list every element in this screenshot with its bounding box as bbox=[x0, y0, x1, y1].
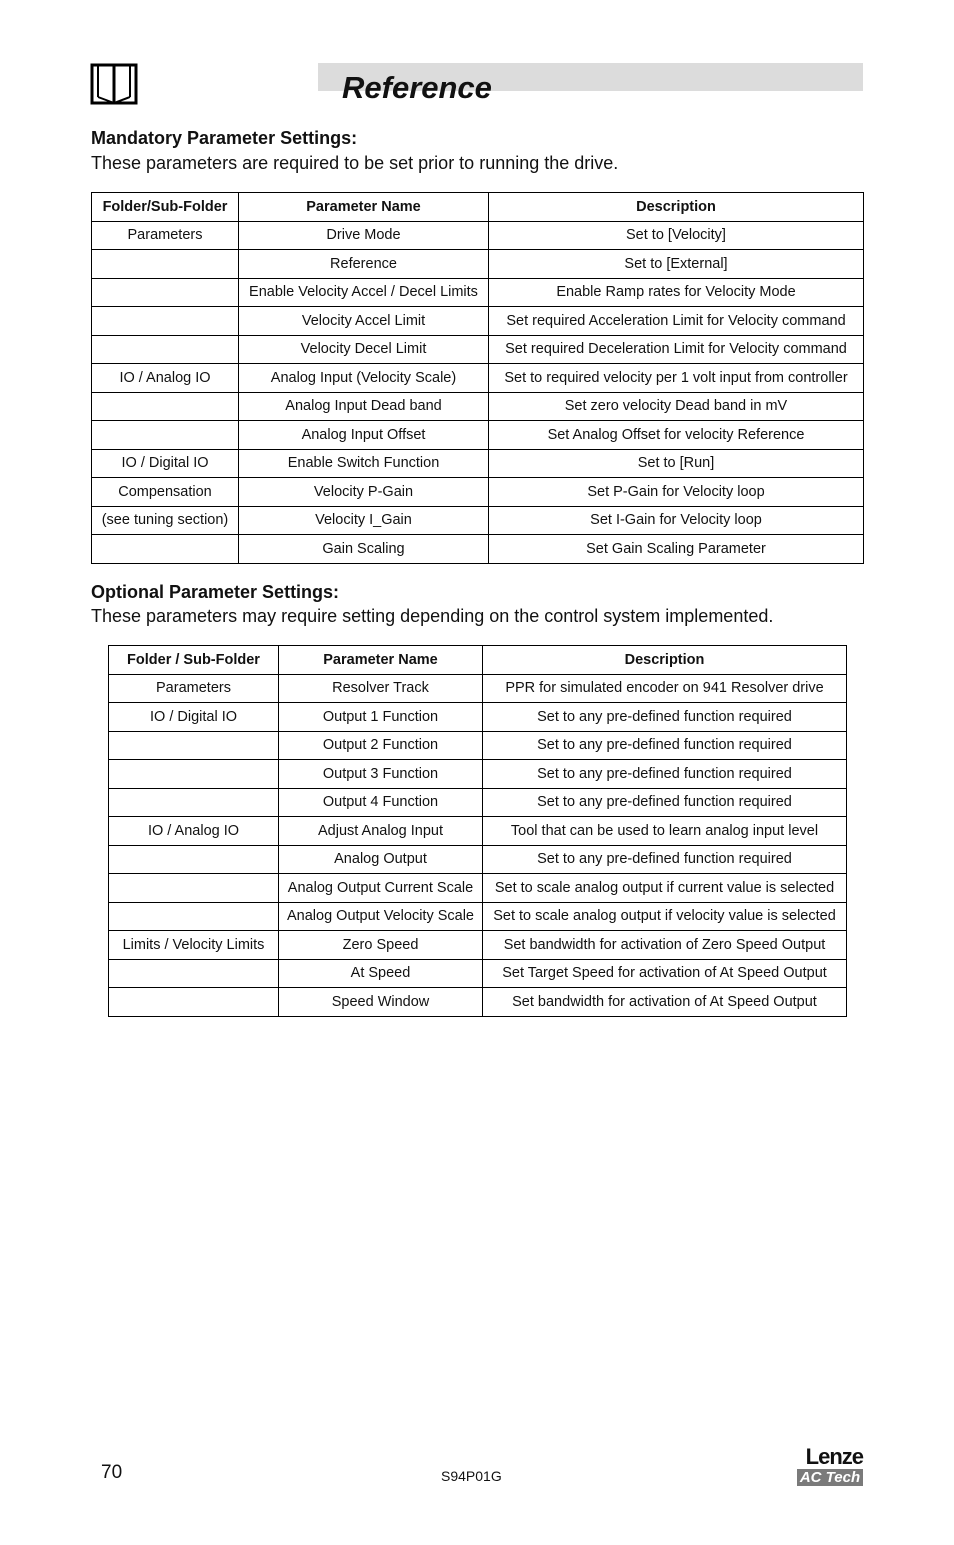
table-cell bbox=[92, 307, 239, 336]
column-header: Parameter Name bbox=[239, 193, 489, 222]
table-cell: Compensation bbox=[92, 478, 239, 507]
table-cell: Set bandwidth for activation of Zero Speed Output bbox=[483, 931, 847, 960]
mandatory-intro: These parameters are required to be set prior to running the drive. bbox=[91, 153, 619, 173]
table-cell: Analog Output Current Scale bbox=[279, 874, 483, 903]
mandatory-heading: Mandatory Parameter Settings: bbox=[91, 128, 358, 148]
optional-parameters-table bbox=[108, 645, 847, 1017]
table-row bbox=[109, 931, 847, 960]
table-cell: Set to scale analog output if velocity value is selected bbox=[483, 902, 847, 931]
table-header-row bbox=[109, 646, 847, 675]
table-cell: Set to any pre-defined function required bbox=[483, 703, 847, 732]
table-cell: Set to any pre-defined function required bbox=[483, 845, 847, 874]
table-cell: Velocity P-Gain bbox=[239, 478, 489, 507]
table-cell: Velocity I_Gain bbox=[239, 506, 489, 535]
table-row bbox=[109, 959, 847, 988]
table-cell: Set to scale analog output if current value is selected bbox=[483, 874, 847, 903]
table-cell: Set to [Run] bbox=[489, 449, 864, 478]
table-cell: Gain Scaling bbox=[239, 535, 489, 564]
column-header: Description bbox=[483, 646, 847, 675]
logo-lenze-text: Lenze bbox=[805, 1444, 863, 1469]
table-row bbox=[92, 449, 864, 478]
table-cell: IO / Analog IO bbox=[109, 817, 279, 846]
table-cell: IO / Analog IO bbox=[92, 364, 239, 393]
table-cell: Set to any pre-defined function required bbox=[483, 731, 847, 760]
table-cell bbox=[109, 845, 279, 874]
table-cell: Analog Input Dead band bbox=[239, 392, 489, 421]
table-cell bbox=[92, 335, 239, 364]
table-cell: Tool that can be used to learn analog input level bbox=[483, 817, 847, 846]
table-row bbox=[109, 817, 847, 846]
table-cell: PPR for simulated encoder on 941 Resolver drive bbox=[483, 674, 847, 703]
table-cell: Enable Velocity Accel / Decel Limits bbox=[239, 278, 489, 307]
table-cell: Set to any pre-defined function required bbox=[483, 788, 847, 817]
table-cell: Parameters bbox=[92, 221, 239, 250]
table-cell: Analog Output bbox=[279, 845, 483, 874]
table-row bbox=[92, 535, 864, 564]
document-code: S94P01G bbox=[441, 1468, 502, 1484]
table-cell: Set Target Speed for activation of At Speed Output bbox=[483, 959, 847, 988]
table-row bbox=[109, 731, 847, 760]
mandatory-parameters-table bbox=[91, 192, 864, 564]
table-cell bbox=[109, 760, 279, 789]
table-cell: Set required Deceleration Limit for Velocity command bbox=[489, 335, 864, 364]
table-cell bbox=[92, 278, 239, 307]
optional-heading: Optional Parameter Settings: bbox=[91, 582, 340, 602]
table-row bbox=[109, 988, 847, 1017]
table-row bbox=[92, 506, 864, 535]
table-cell bbox=[92, 421, 239, 450]
table-cell bbox=[109, 902, 279, 931]
table-cell: At Speed bbox=[279, 959, 483, 988]
table-cell: Set P-Gain for Velocity loop bbox=[489, 478, 864, 507]
table-cell bbox=[92, 392, 239, 421]
column-header: Parameter Name bbox=[279, 646, 483, 675]
table-cell: Analog Input (Velocity Scale) bbox=[239, 364, 489, 393]
table-cell: Speed Window bbox=[279, 988, 483, 1017]
table-cell: Set to [External] bbox=[489, 250, 864, 279]
column-header: Description bbox=[489, 193, 864, 222]
table-cell: IO / Digital IO bbox=[92, 449, 239, 478]
table-row bbox=[92, 478, 864, 507]
table-cell: Adjust Analog Input bbox=[279, 817, 483, 846]
table-cell: Drive Mode bbox=[239, 221, 489, 250]
table-header-row bbox=[92, 193, 864, 222]
table-cell: Set bandwidth for activation of At Speed Output bbox=[483, 988, 847, 1017]
table-cell bbox=[109, 959, 279, 988]
book-icon bbox=[90, 63, 138, 105]
table-cell: Set Gain Scaling Parameter bbox=[489, 535, 864, 564]
table-cell: Enable Ramp rates for Velocity Mode bbox=[489, 278, 864, 307]
table-cell: Resolver Track bbox=[279, 674, 483, 703]
table-cell: Set Analog Offset for velocity Reference bbox=[489, 421, 864, 450]
table-row bbox=[92, 250, 864, 279]
table-row bbox=[109, 674, 847, 703]
table-cell: Limits / Velocity Limits bbox=[109, 931, 279, 960]
logo-actech-text: AC Tech bbox=[797, 1469, 863, 1486]
table-row bbox=[109, 902, 847, 931]
table-cell: Velocity Decel Limit bbox=[239, 335, 489, 364]
table-row bbox=[92, 221, 864, 250]
table-cell: Enable Switch Function bbox=[239, 449, 489, 478]
table-cell: Set required Acceleration Limit for Velocity command bbox=[489, 307, 864, 336]
table-cell: Reference bbox=[239, 250, 489, 279]
page-number: 70 bbox=[101, 1462, 123, 1483]
table-cell: (see tuning section) bbox=[92, 506, 239, 535]
table-cell: Analog Output Velocity Scale bbox=[279, 902, 483, 931]
table-cell: IO / Digital IO bbox=[109, 703, 279, 732]
table-row bbox=[109, 788, 847, 817]
table-cell: Output 1 Function bbox=[279, 703, 483, 732]
table-row bbox=[92, 278, 864, 307]
table-cell: Zero Speed bbox=[279, 931, 483, 960]
table-cell bbox=[109, 788, 279, 817]
table-row bbox=[92, 392, 864, 421]
table-cell: Output 3 Function bbox=[279, 760, 483, 789]
table-row bbox=[109, 845, 847, 874]
table-cell: Set to required velocity per 1 volt input from controller bbox=[489, 364, 864, 393]
table-row bbox=[92, 421, 864, 450]
table-cell: Set I-Gain for Velocity loop bbox=[489, 506, 864, 535]
column-header: Folder / Sub-Folder bbox=[109, 646, 279, 675]
table-cell: Analog Input Offset bbox=[239, 421, 489, 450]
table-cell bbox=[109, 874, 279, 903]
table-cell: Set zero velocity Dead band in mV bbox=[489, 392, 864, 421]
table-cell bbox=[92, 535, 239, 564]
table-cell bbox=[109, 731, 279, 760]
table-cell bbox=[92, 250, 239, 279]
table-row bbox=[109, 874, 847, 903]
table-row bbox=[109, 760, 847, 789]
page-title: Reference bbox=[342, 70, 492, 105]
table-cell bbox=[109, 988, 279, 1017]
optional-intro: These parameters may require setting depending on the control system implemented. bbox=[91, 606, 774, 626]
lenze-actech-logo bbox=[797, 1446, 863, 1486]
table-cell: Set to [Velocity] bbox=[489, 221, 864, 250]
table-row bbox=[92, 307, 864, 336]
table-row bbox=[92, 335, 864, 364]
table-row bbox=[109, 703, 847, 732]
table-cell: Output 2 Function bbox=[279, 731, 483, 760]
table-cell: Velocity Accel Limit bbox=[239, 307, 489, 336]
column-header: Folder/Sub-Folder bbox=[92, 193, 239, 222]
table-cell: Parameters bbox=[109, 674, 279, 703]
table-row bbox=[92, 364, 864, 393]
table-cell: Set to any pre-defined function required bbox=[483, 760, 847, 789]
table-cell: Output 4 Function bbox=[279, 788, 483, 817]
